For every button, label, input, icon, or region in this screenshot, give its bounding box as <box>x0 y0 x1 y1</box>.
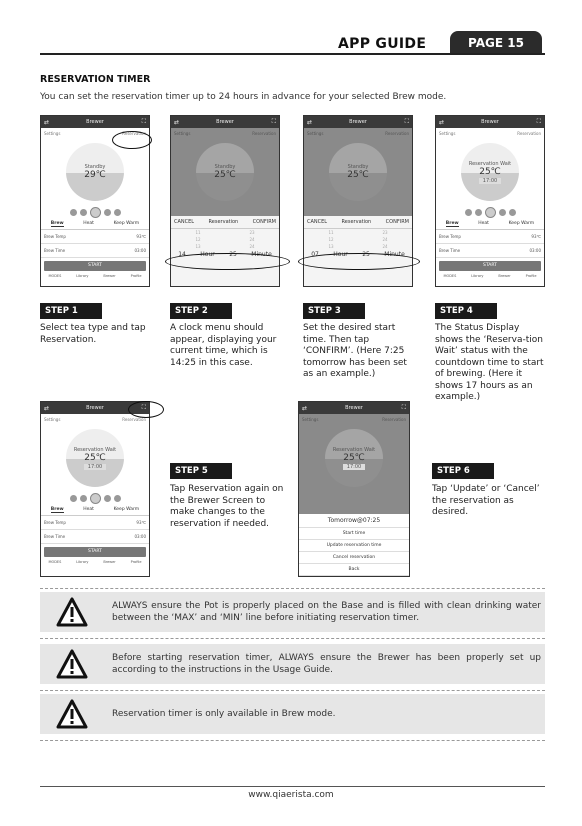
warning-text: Before starting reservation timer, ALWAYS ensure the Brewer has been properly set up according to the instructions in the Usage Guide. <box>112 653 541 675</box>
cancel-button[interactable]: CANCEL <box>174 219 195 225</box>
warning-box <box>40 694 545 734</box>
sheet-title: Tomorrow@07:25 <box>299 514 409 528</box>
start-time-option[interactable]: Start time <box>299 528 409 540</box>
confirm-button[interactable]: CONFIRM <box>252 219 276 225</box>
warning-text: Reservation timer is only available in Brew mode. <box>112 709 336 719</box>
footer-url[interactable]: www.qiaerista.com <box>248 790 334 800</box>
tea-type-selector[interactable] <box>41 206 149 218</box>
step-4-label: STEP 4 <box>435 303 497 319</box>
page-number-tab: PAGE 15 <box>450 31 542 54</box>
warning-icon <box>56 698 88 730</box>
status-display: Standby 29℃ <box>66 143 124 201</box>
clock-picker[interactable]: CANCEL Reservation CONFIRM 11 23 12 24 13 24 07 Hour 25 Minute <box>304 216 412 286</box>
step-3-text: Set the desired start time. Then tap ‘CONFIRM’. (Here 7:25 tomorrow has been set as an example.) <box>303 323 407 379</box>
step-1-label: STEP 1 <box>40 303 102 319</box>
step-1-text: Select tea type and tap Reservation. <box>40 323 146 345</box>
step-6-text: Tap ‘Update’ or ‘Cancel’ the reservation as desired. <box>432 484 540 517</box>
start-button[interactable]: START <box>439 261 541 271</box>
warning-box <box>40 644 545 684</box>
step-5-label: STEP 5 <box>170 463 232 479</box>
step-5-text: Tap Reservation again on the Brewer Screen to make changes to the reservation if needed. <box>170 484 284 529</box>
footer-rule <box>40 786 545 787</box>
app-guide-title: APP GUIDE <box>338 36 427 52</box>
status-display: Reservation Wait 25℃ 17:00 <box>461 143 519 201</box>
highlight-ellipse <box>112 131 152 149</box>
step-2-label: STEP 2 <box>170 303 232 319</box>
highlight-ellipse <box>298 253 420 270</box>
reservation-link[interactable]: Reservation <box>122 131 146 136</box>
confirm-button[interactable]: CONFIRM <box>385 219 409 225</box>
mode-keep-warm[interactable]: Keep Warm <box>113 221 140 226</box>
section-description: You can set the reservation timer up to 24 hours in advance for your selected Brew mode. <box>40 92 447 102</box>
warning-box <box>40 592 545 632</box>
phone-screen-step3: ⇄ Brewer ⛶ Settings Reservation Standby 25℃ CANCEL Reservation CONFIRM 11 23 12 24 13 24 07 Hour 25 Minute <box>303 115 413 287</box>
phone-screen-step4: ⇄ Brewer ⛶ Settings Reservation Reservation Wait 25℃ 17:00 Brew Heat Keep Warm Brew Temp 93℃ Brew Time 03:00 START MODES Library Brewer Profile <box>435 115 545 287</box>
cancel-button[interactable]: CANCEL <box>307 219 328 225</box>
update-reservation-option[interactable]: Update reservation time <box>299 540 409 552</box>
phone-screen-step2: ⇄ Brewer ⛶ Settings Reservation Standby 25℃ CANCEL Reservation CONFIRM 11 23 12 24 13 24 14 Hour 25 Minute <box>170 115 280 287</box>
phone-screen-step5: ⇄ Brewer ⛶ Settings Reservation Reservation Wait 25℃ 17:00 Brew Heat Keep Warm Brew Temp 93℃ Brew Time 03:00 START MODES Library Brewer Profile <box>40 401 150 577</box>
back-option[interactable]: Back <box>299 564 409 576</box>
warning-text: ALWAYS ensure the Pot is properly placed on the Base and is filled with clean drinking water between the ‘MAX’ and ‘MIN’ line before initiating reservation timer. <box>112 601 541 623</box>
step-3-label: STEP 3 <box>303 303 365 319</box>
phone-screen-step1: ⇄ Brewer ⛶ Settings Reservation Standby 29℃ Brew Heat Keep Warm Brew Temp 93℃ Brew Time 03:00 START MODES Library Brewer Profile <box>40 115 150 287</box>
step-2-text: A clock menu should appear, displaying your current time, which is 14:25 in this case. <box>170 323 277 368</box>
clock-picker[interactable]: CANCEL Reservation CONFIRM 11 23 12 24 13 24 14 Hour 25 Minute <box>171 216 279 286</box>
highlight-ellipse <box>165 253 290 270</box>
reservation-action-sheet <box>299 514 409 576</box>
screen-title: Brewer <box>86 119 104 125</box>
start-button[interactable]: START <box>44 547 146 557</box>
mode-heat[interactable]: Heat <box>83 221 94 226</box>
section-title: RESERVATION TIMER <box>40 74 151 85</box>
cancel-reservation-option[interactable]: Cancel reservation <box>299 552 409 564</box>
warning-icon <box>56 648 88 680</box>
step-4-text: The Status Display shows the ‘Reserva-tion Wait’ status with the countdown time to start of brewing. (Here it shows 17 hours as an example.) <box>435 323 544 402</box>
phone-screen-step6: ⇄ Brewer ⛶ Settings Reservation Reservation Wait 25℃ 17:00 Tomorrow@07:25 Start time Update reservation time Cancel reservation Back <box>298 401 410 577</box>
highlight-ellipse <box>128 401 164 418</box>
header-rule <box>40 53 545 55</box>
warning-icon <box>56 596 88 628</box>
start-button[interactable]: START <box>44 261 146 271</box>
mode-brew[interactable]: Brew <box>50 221 64 226</box>
settings-link[interactable]: Settings <box>44 131 61 136</box>
step-6-label: STEP 6 <box>432 463 494 479</box>
